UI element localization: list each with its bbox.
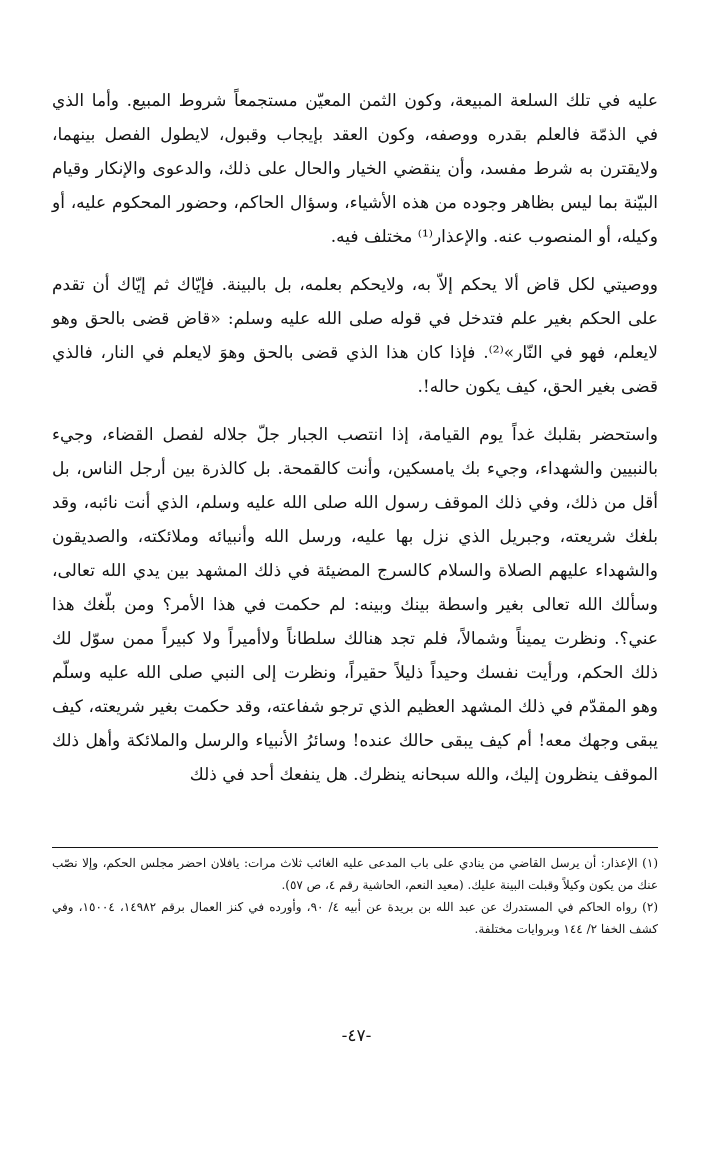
main-text-block [52, 84, 658, 792]
footnote-2: (٢) رواه الحاكم في المستدرك عن عبد الله بن بريدة عن أبيه ٤/ ٩٠، وأورده في كنز العمال برقم ١٤٩٨٢، ١٥٠٠٤، وفي كشف الخفا ٢/ ١٤٤ وبروايات مختلفة. [52, 900, 659, 936]
body-paragraph-1: عليه في تلك السلعة المبيعة، وكون الثمن المعيّن مستجمعاً شروط المبيع. وأما الذي في الذمّة فالعلم بقدره ووصفه، وكون العقد بإيجاب وقبول، لايطول الفصل بينهما، ولايقترن به شرط مفسد، وأن ينقضي الخيار والحال على ذلك، والدعوى والإنكار وقيام البيّنة بما ليس بظاهر وجوده من هذه الأشياء، وسؤال الحاكم، وحضور المحكوم عليه، أو وكيله، أو المنصوب عنه. والإعذار⁽¹⁾ مختلف فيه. [52, 91, 658, 247]
page-number: -٤٧- [341, 1026, 372, 1046]
footnote-1: (١) الإعذار: أن يرسل القاضي من ينادي على باب المدعى عليه الغائب ثلاث مرات: يافلان احضر مجلس الحكم، وإلا نصّب عنك من يكون وكيلاً وقبلت البينة عليك. (معيد النعم، الحاشية رقم ٤، ص ٥٧). [52, 856, 658, 892]
footnotes-block [52, 852, 658, 940]
body-paragraph-3: واستحضر بقلبك غداً يوم القيامة، إذا انتصب الجبار جلّ جلاله لفصل القضاء، وجيء بالنبيين والشهداء، وجيء بك يامسكين، وأنت كالقمحة. بل كالذرة بين أرجل الناس، بل أقل من ذلك، وفي ذلك الموقف رسول الله صلى الله عليه وسلم، الذي أنت نائبه، وقد بلغك شريعته، وجبريل الذي نزل بها عليه، ورسل الله وأنبيائه وملائكته، والصديقون والشهداء عليهم الصلاة والسلام كالسرج المضيئة في ذلك المشهد بين يدي الله تعالى، وسألك الله تعالى بغير واسطة بينك وبينه: لم حكمت في هذا الأمر؟ ومن بلّغك هذا عني؟. ونظرت يميناً وشمالاً، فلم تجد هنالك سلطاناً ولاأميراً ولا كبيراً ممن سوّل لك ذلك الحكم، ورأيت نفسك وحيداً ذليلاً حقيراً، ونظرت إلى النبي صلى الله عليه وسلّم وهو المقدّم في ذلك المشهد العظيم الذي ترجو شفاعته، وقد حكمت بغير شريعته، كيف يبقى وجهك معه! أم كيف يبقى حالك عنده! وسائرُ الأنبياء والرسل والملائكة وأهل ذلك الموقف ينظرون إليك، والله سبحانه ينظرك. هل ينفعك أحد في ذلك [52, 425, 658, 785]
footnote-divider [52, 847, 658, 848]
body-paragraph-2: ووصيتي لكل قاض ألا يحكم إلاّ به، ولايحكم بعلمه، بل بالبينة. فإيّاك ثم إيّاك أن تقدم على الحكم بغير علم فتدخل في قوله صلى الله عليه وسلم: «قاض قضى بالحق وهو لايعلم، فهو في النّار»⁽²⁾. فإذا كان هذا الذي قضى بالحق وهوَ لايعلم في النار، فالذي قضى بغير الحق، كيف يكون حاله!. [52, 275, 658, 397]
